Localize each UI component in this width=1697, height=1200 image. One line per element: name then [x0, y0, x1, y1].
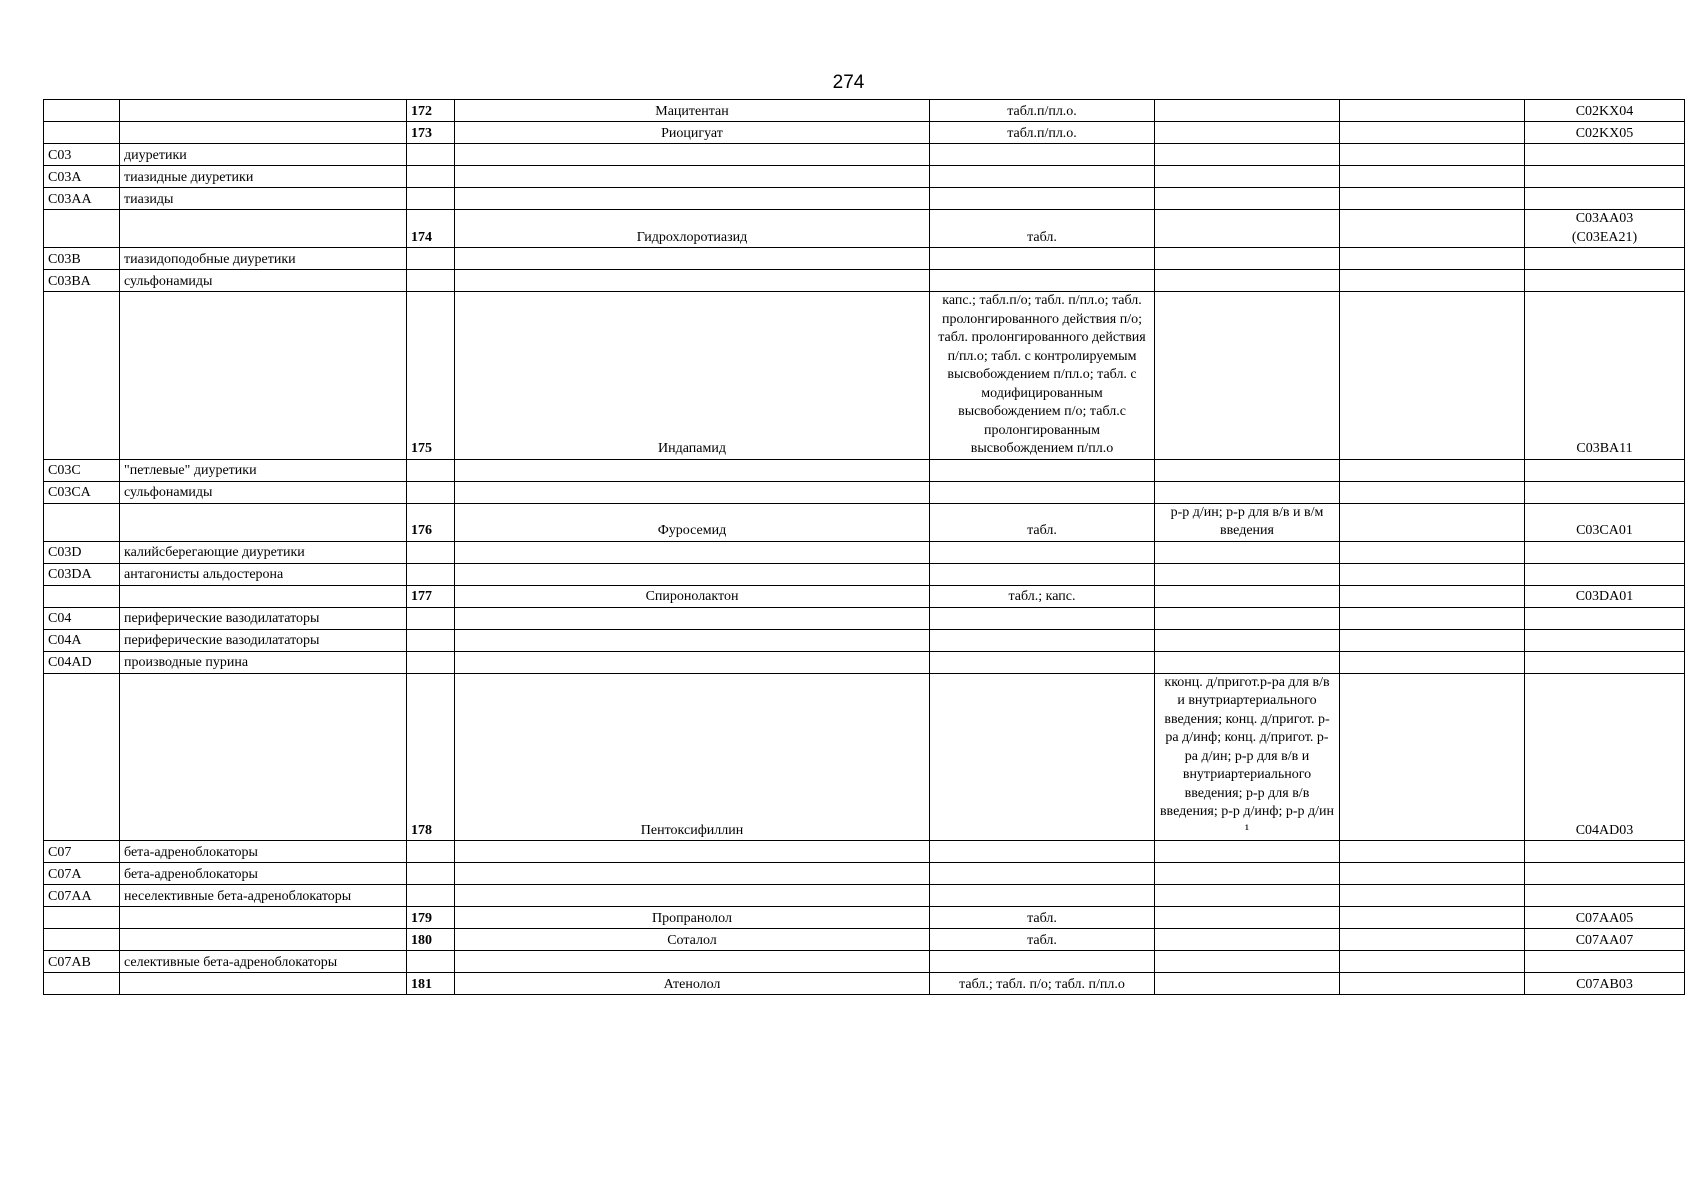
row-number-cell: 173: [407, 122, 455, 144]
drug-name-cell: Риоцигуат: [455, 122, 930, 144]
empty-cell: [1340, 673, 1525, 841]
dosage-form-cell: [930, 885, 1155, 907]
row-number-cell: 179: [407, 907, 455, 929]
atc-drug-code-cell: [1525, 459, 1685, 481]
dosage-form-extra-cell: [1155, 248, 1340, 270]
drug-name-cell: [455, 188, 930, 210]
table-body: [44, 100, 1685, 995]
classification-cell: [120, 585, 407, 607]
dosage-form-extra-cell: [1155, 122, 1340, 144]
dosage-form-cell: [930, 629, 1155, 651]
group-row: [44, 459, 1685, 481]
atc-code-cell: C07A: [44, 863, 120, 885]
atc-code-cell: C04AD: [44, 651, 120, 673]
row-number-cell: 180: [407, 929, 455, 951]
atc-drug-code-cell: [1525, 607, 1685, 629]
row-number-cell: 177: [407, 585, 455, 607]
row-number-cell: 174: [407, 210, 455, 248]
dosage-form-cell: [930, 673, 1155, 841]
group-row: [44, 651, 1685, 673]
row-number-cell: 175: [407, 292, 455, 460]
empty-cell: [1340, 100, 1525, 122]
classification-cell: диуретики: [120, 144, 407, 166]
classification-cell: производные пурина: [120, 651, 407, 673]
atc-drug-code-cell: C03BA11: [1525, 292, 1685, 460]
row-number-cell: [407, 885, 455, 907]
dosage-form-cell: [930, 144, 1155, 166]
dosage-form-cell: [930, 459, 1155, 481]
classification-cell: [120, 973, 407, 995]
classification-cell: [120, 907, 407, 929]
row-number-cell: [407, 541, 455, 563]
empty-cell: [1340, 863, 1525, 885]
atc-drug-code-cell: C03DA01: [1525, 585, 1685, 607]
empty-cell: [1340, 973, 1525, 995]
classification-cell: [120, 122, 407, 144]
row-number-cell: [407, 651, 455, 673]
empty-cell: [1340, 951, 1525, 973]
dosage-form-cell: табл.; табл. п/о; табл. п/пл.о: [930, 973, 1155, 995]
row-number-cell: 172: [407, 100, 455, 122]
classification-cell: [120, 100, 407, 122]
classification-cell: тиазиды: [120, 188, 407, 210]
dosage-form-cell: [930, 651, 1155, 673]
empty-cell: [1340, 841, 1525, 863]
empty-cell: [1340, 459, 1525, 481]
row-number-cell: [407, 166, 455, 188]
dosage-form-extra-cell: [1155, 951, 1340, 973]
row-number-cell: [407, 607, 455, 629]
dosage-form-cell: [930, 248, 1155, 270]
row-number-cell: [407, 144, 455, 166]
atc-code-cell: C03AA: [44, 188, 120, 210]
drug-name-cell: [455, 166, 930, 188]
row-number-cell: 176: [407, 503, 455, 541]
row-number-cell: [407, 188, 455, 210]
dosage-form-cell: [930, 481, 1155, 503]
empty-cell: [1340, 907, 1525, 929]
drug-name-cell: [455, 841, 930, 863]
drug-name-cell: [455, 459, 930, 481]
classification-cell: селективные бета-адреноблокаторы: [120, 951, 407, 973]
group-row: [44, 951, 1685, 973]
atc-code-cell: C03D: [44, 541, 120, 563]
atc-drug-code-cell: C02KX05: [1525, 122, 1685, 144]
empty-cell: [1340, 651, 1525, 673]
page-number: 274: [832, 72, 865, 93]
dosage-form-cell: [930, 166, 1155, 188]
atc-drug-code-cell: C07AB03: [1525, 973, 1685, 995]
dosage-form-cell: [930, 563, 1155, 585]
dosage-form-cell: табл.: [930, 210, 1155, 248]
group-row: [44, 563, 1685, 585]
atc-drug-code-cell: [1525, 885, 1685, 907]
group-row: [44, 270, 1685, 292]
dosage-form-cell: капс.; табл.п/о; табл. п/пл.о; табл. пролонгированного действия п/о; табл. пролонгированного действия п/пл.о; табл. с контролируемым высвобождением п/пл.о; табл. с модифицированным высвобождением п/о; табл.с пролонгированным высвобождением п/пл.о: [930, 292, 1155, 460]
dosage-form-extra-cell: [1155, 541, 1340, 563]
drug-name-cell: Спиронолактон: [455, 585, 930, 607]
atc-code-cell: C04A: [44, 629, 120, 651]
group-row: [44, 863, 1685, 885]
dosage-form-extra-cell: [1155, 651, 1340, 673]
row-number-cell: [407, 248, 455, 270]
dosage-form-extra-cell: [1155, 144, 1340, 166]
drug-name-cell: [455, 541, 930, 563]
dosage-form-cell: [930, 607, 1155, 629]
atc-code-cell: C03CA: [44, 481, 120, 503]
atc-drug-code-cell: C04AD03: [1525, 673, 1685, 841]
classification-cell: тиазидоподобные диуретики: [120, 248, 407, 270]
atc-drug-code-cell: C03AA03 (C03EA21): [1525, 210, 1685, 248]
drug-name-cell: [455, 607, 930, 629]
atc-drug-code-cell: [1525, 951, 1685, 973]
row-number-cell: [407, 459, 455, 481]
atc-code-cell: C03: [44, 144, 120, 166]
atc-drug-code-cell: [1525, 248, 1685, 270]
atc-drug-code-cell: [1525, 651, 1685, 673]
empty-cell: [1340, 270, 1525, 292]
atc-drug-code-cell: [1525, 629, 1685, 651]
atc-code-cell: [44, 122, 120, 144]
dosage-form-cell: табл.п/пл.о.: [930, 100, 1155, 122]
atc-code-cell: C07AB: [44, 951, 120, 973]
dosage-form-extra-cell: кконц. д/пригот.р-ра для в/в и внутриартериального введения; конц. д/пригот. р-ра д/инф; конц. д/пригот. р-ра д/ин; р-р для в/в и внутриартериального введения; р-р для в/в введения; р-р д/инф; р-р д/ин ¹: [1155, 673, 1340, 841]
row-number-cell: [407, 481, 455, 503]
drug-row: [44, 122, 1685, 144]
dosage-form-extra-cell: [1155, 929, 1340, 951]
atc-drug-code-cell: C07AA07: [1525, 929, 1685, 951]
drug-name-cell: Атенолол: [455, 973, 930, 995]
group-row: [44, 885, 1685, 907]
dosage-form-cell: [930, 188, 1155, 210]
atc-code-cell: [44, 585, 120, 607]
dosage-form-cell: табл.; капс.: [930, 585, 1155, 607]
dosage-form-extra-cell: [1155, 885, 1340, 907]
dosage-form-extra-cell: [1155, 481, 1340, 503]
empty-cell: [1340, 607, 1525, 629]
atc-code-cell: C03BA: [44, 270, 120, 292]
classification-cell: периферические вазодилататоры: [120, 607, 407, 629]
atc-code-cell: [44, 292, 120, 460]
drug-name-cell: [455, 481, 930, 503]
atc-code-cell: [44, 100, 120, 122]
atc-drug-code-cell: [1525, 563, 1685, 585]
drug-name-cell: Мацитентан: [455, 100, 930, 122]
drug-row: [44, 673, 1685, 841]
classification-cell: неселективные бета-адреноблокаторы: [120, 885, 407, 907]
dosage-form-cell: [930, 270, 1155, 292]
group-row: [44, 629, 1685, 651]
empty-cell: [1340, 248, 1525, 270]
empty-cell: [1340, 929, 1525, 951]
classification-cell: [120, 929, 407, 951]
drug-name-cell: Соталол: [455, 929, 930, 951]
drug-name-cell: [455, 629, 930, 651]
dosage-form-extra-cell: [1155, 459, 1340, 481]
drug-row: [44, 929, 1685, 951]
dosage-form-extra-cell: [1155, 210, 1340, 248]
empty-cell: [1340, 292, 1525, 460]
atc-code-cell: [44, 503, 120, 541]
dosage-form-extra-cell: р-р д/ин; р-р для в/в и в/м введения: [1155, 503, 1340, 541]
atc-code-cell: C03DA: [44, 563, 120, 585]
drug-row: [44, 973, 1685, 995]
drug-name-cell: [455, 248, 930, 270]
classification-cell: калийсберегающие диуретики: [120, 541, 407, 563]
empty-cell: [1340, 885, 1525, 907]
drug-name-cell: Пентоксифиллин: [455, 673, 930, 841]
drug-name-cell: [455, 951, 930, 973]
atc-code-cell: [44, 973, 120, 995]
classification-cell: бета-адреноблокаторы: [120, 863, 407, 885]
drug-name-cell: [455, 885, 930, 907]
dosage-form-cell: [930, 841, 1155, 863]
row-number-cell: 178: [407, 673, 455, 841]
atc-drug-code-cell: [1525, 144, 1685, 166]
group-row: [44, 541, 1685, 563]
dosage-form-extra-cell: [1155, 907, 1340, 929]
drug-name-cell: [455, 270, 930, 292]
dosage-form-cell: [930, 951, 1155, 973]
atc-drug-code-cell: [1525, 841, 1685, 863]
drug-name-cell: Гидрохлоротиазид: [455, 210, 930, 248]
empty-cell: [1340, 166, 1525, 188]
classification-cell: [120, 503, 407, 541]
empty-cell: [1340, 210, 1525, 248]
atc-code-cell: [44, 907, 120, 929]
empty-cell: [1340, 585, 1525, 607]
drug-row: [44, 585, 1685, 607]
drug-row: [44, 100, 1685, 122]
atc-code-cell: [44, 929, 120, 951]
atc-drug-code-cell: [1525, 481, 1685, 503]
dosage-form-cell: табл.п/пл.о.: [930, 122, 1155, 144]
dosage-form-extra-cell: [1155, 863, 1340, 885]
drug-name-cell: Индапамид: [455, 292, 930, 460]
atc-code-cell: C07: [44, 841, 120, 863]
atc-drug-code-cell: C03CA01: [1525, 503, 1685, 541]
dosage-form-cell: табл.: [930, 907, 1155, 929]
empty-cell: [1340, 481, 1525, 503]
dosage-form-extra-cell: [1155, 563, 1340, 585]
drug-list-table: [43, 99, 1685, 995]
atc-drug-code-cell: [1525, 863, 1685, 885]
classification-cell: [120, 210, 407, 248]
drug-name-cell: [455, 863, 930, 885]
group-row: [44, 841, 1685, 863]
dosage-form-extra-cell: [1155, 100, 1340, 122]
group-row: [44, 248, 1685, 270]
drug-name-cell: Пропранолол: [455, 907, 930, 929]
dosage-form-extra-cell: [1155, 292, 1340, 460]
dosage-form-extra-cell: [1155, 841, 1340, 863]
row-number-cell: 181: [407, 973, 455, 995]
row-number-cell: [407, 563, 455, 585]
atc-drug-code-cell: C02KX04: [1525, 100, 1685, 122]
drug-row: [44, 210, 1685, 248]
atc-code-cell: C04: [44, 607, 120, 629]
group-row: [44, 166, 1685, 188]
dosage-form-cell: [930, 541, 1155, 563]
group-row: [44, 144, 1685, 166]
dosage-form-extra-cell: [1155, 188, 1340, 210]
drug-row: [44, 292, 1685, 460]
drug-row: [44, 503, 1685, 541]
dosage-form-extra-cell: [1155, 973, 1340, 995]
row-number-cell: [407, 841, 455, 863]
classification-cell: периферические вазодилататоры: [120, 629, 407, 651]
atc-drug-code-cell: [1525, 541, 1685, 563]
dosage-form-cell: табл.: [930, 929, 1155, 951]
empty-cell: [1340, 144, 1525, 166]
classification-cell: сульфонамиды: [120, 481, 407, 503]
empty-cell: [1340, 629, 1525, 651]
classification-cell: [120, 292, 407, 460]
empty-cell: [1340, 122, 1525, 144]
dosage-form-extra-cell: [1155, 607, 1340, 629]
row-number-cell: [407, 629, 455, 651]
dosage-form-extra-cell: [1155, 629, 1340, 651]
group-row: [44, 188, 1685, 210]
dosage-form-extra-cell: [1155, 166, 1340, 188]
row-number-cell: [407, 270, 455, 292]
dosage-form-cell: табл.: [930, 503, 1155, 541]
drug-name-cell: [455, 563, 930, 585]
row-number-cell: [407, 951, 455, 973]
group-row: [44, 481, 1685, 503]
empty-cell: [1340, 503, 1525, 541]
atc-code-cell: C07AA: [44, 885, 120, 907]
empty-cell: [1340, 541, 1525, 563]
classification-cell: антагонисты альдостерона: [120, 563, 407, 585]
dosage-form-extra-cell: [1155, 270, 1340, 292]
drug-row: [44, 907, 1685, 929]
classification-cell: бета-адреноблокаторы: [120, 841, 407, 863]
group-row: [44, 607, 1685, 629]
atc-code-cell: C03A: [44, 166, 120, 188]
dosage-form-cell: [930, 863, 1155, 885]
drug-name-cell: Фуросемид: [455, 503, 930, 541]
dosage-form-extra-cell: [1155, 585, 1340, 607]
atc-drug-code-cell: [1525, 188, 1685, 210]
drug-name-cell: [455, 651, 930, 673]
atc-code-cell: C03B: [44, 248, 120, 270]
atc-drug-code-cell: [1525, 166, 1685, 188]
empty-cell: [1340, 188, 1525, 210]
row-number-cell: [407, 863, 455, 885]
atc-code-cell: [44, 210, 120, 248]
empty-cell: [1340, 563, 1525, 585]
classification-cell: "петлевые" диуретики: [120, 459, 407, 481]
drug-name-cell: [455, 144, 930, 166]
atc-code-cell: [44, 673, 120, 841]
classification-cell: сульфонамиды: [120, 270, 407, 292]
classification-cell: [120, 673, 407, 841]
classification-cell: тиазидные диуретики: [120, 166, 407, 188]
atc-drug-code-cell: [1525, 270, 1685, 292]
atc-code-cell: C03C: [44, 459, 120, 481]
atc-drug-code-cell: C07AA05: [1525, 907, 1685, 929]
